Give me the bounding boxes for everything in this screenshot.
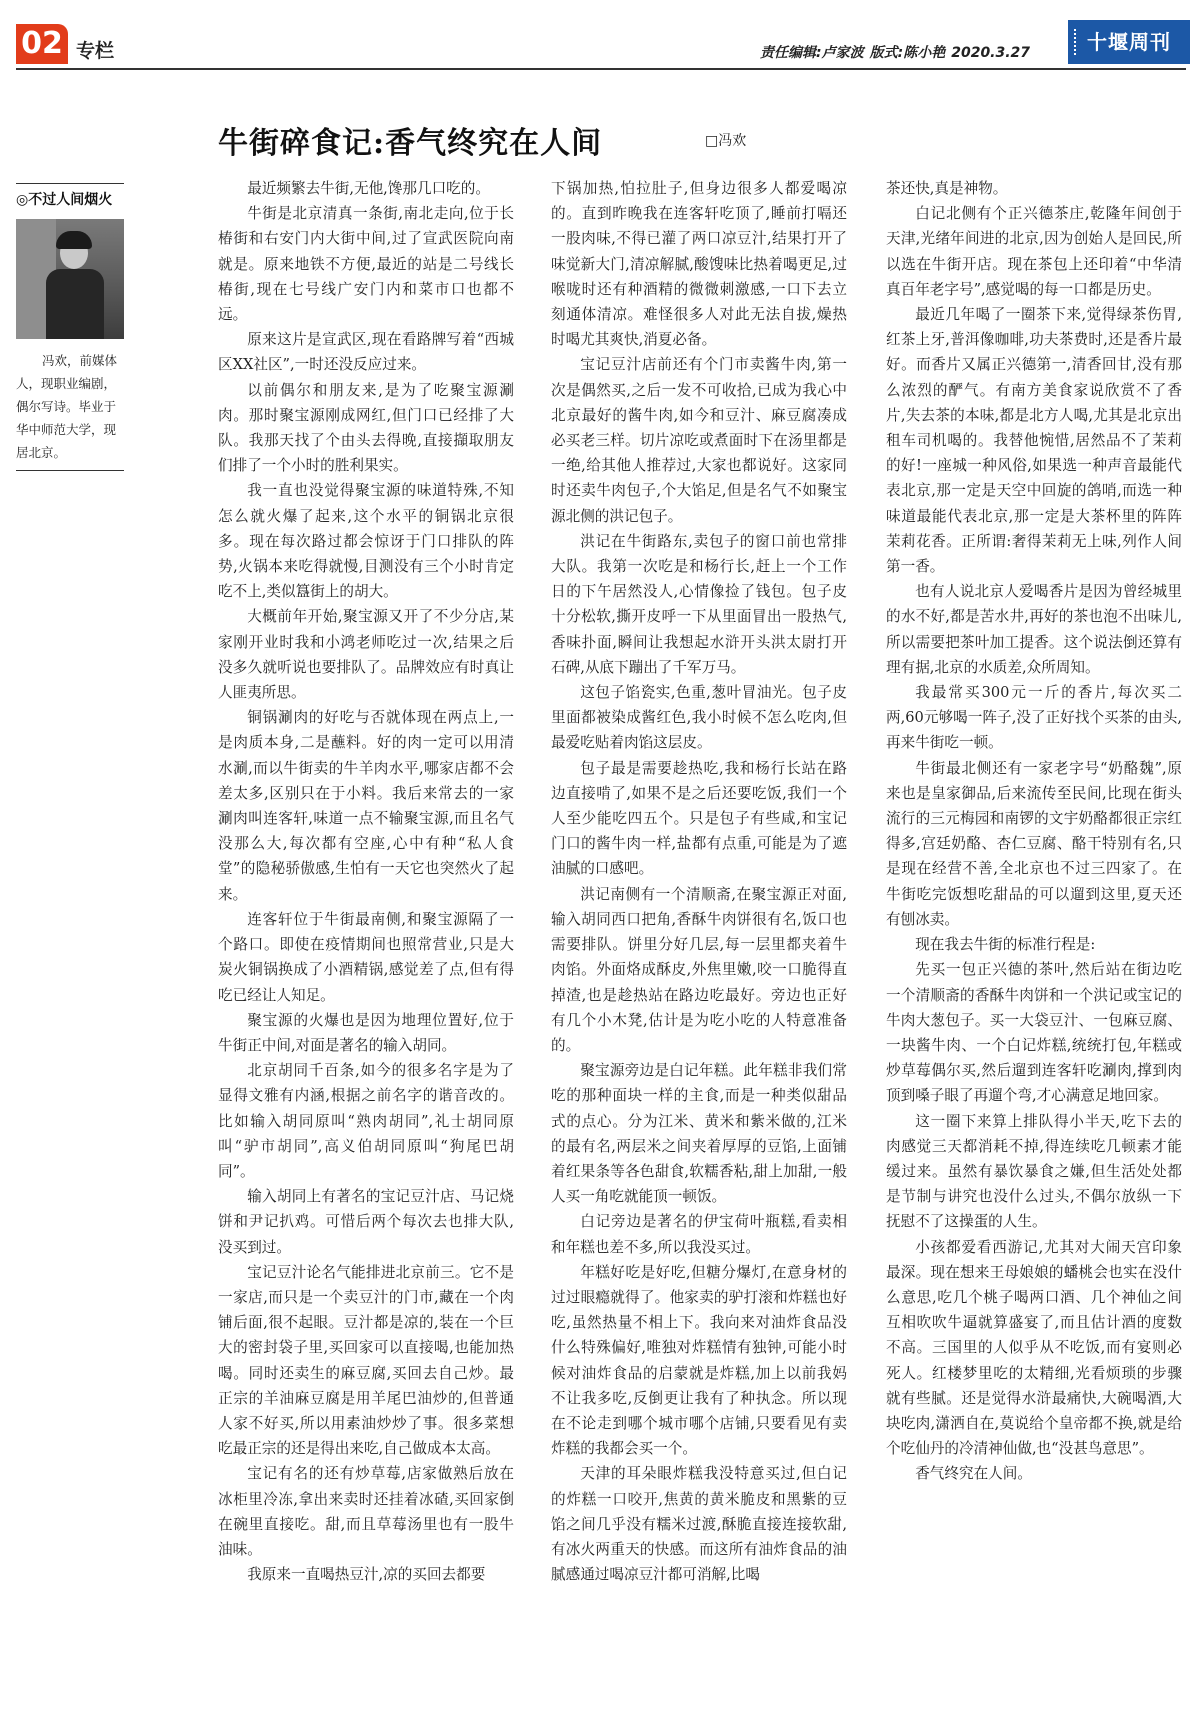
article-paragraph: 铜锅涮肉的好吃与否就体现在两点上,一是肉质本身,二是蘸料。好的肉一定可以用清水涮,而以牛街卖的牛羊肉水平,哪家店都不会差太多,区别只在于小料。我后来常去的一家涮肉叫连客轩,味道一点不输聚宝源,而且名气没那么大,每次都有空座,心中有种“私人食堂”的隐秘骄傲感,生怕有一天它也突然火了起来。 [218,709,514,903]
article-paragraph: 聚宝源的火爆也是因为地理位置好,位于牛街正中间,对面是著名的输入胡同。 [218,1011,514,1054]
article-paragraph: 先买一包正兴德的茶叶,然后站在街边吃一个清顺斋的香酥牛肉饼和一个洪记或宝记的牛肉大葱包子。买一大袋豆汁、一包麻豆腐、一块酱牛肉、一个白记炸糕,统统打包,年糕或炒草莓偶尔买,然后遛到连客轩吃涮肉,撑到肉顶到嗓子眼了再遛个弯,才心满意足地回家。 [886,961,1182,1105]
article-title: 牛街碎食记:香气终究在人间 [218,126,603,161]
credits [760,42,1036,62]
article-paragraph: 小孩都爱看西游记,尤其对大闹天宫印象最深。现在想来王母娘娘的蟠桃会也实在没什么意思,吃几个桃子喝两口酒、几个神仙之间互相吹吹牛逼就算盛宴了,而且估计酒的度数不高。三国里的人似乎从不吃饭,而有宴则必死人。红楼梦里吃的太精细,光看烦琐的步骤就有些腻。还是觉得水浒最痛快,大碗喝酒,大块吃肉,潇洒自在,莫说给个皇帝都不换,就是给个吃仙丹的冷清神仙做,也“没甚鸟意思”。 [886,1238,1182,1458]
article-paragraph: 大概前年开始,聚宝源又开了不少分店,某家刚开业时我和小鸿老师吃过一次,结果之后没多久就听说也要排队了。品牌效应有时真让人匪夷所思。 [218,608,514,702]
article-paragraph: 北京胡同千百条,如今的很多名字是为了显得文雅有内涵,根据之前名字的谐音改的。比如输入胡同原叫“熟肉胡同”,礼士胡同原叫“驴市胡同”,高义伯胡同原叫“狗尾巴胡同”。 [218,1062,514,1180]
page-number: 02 [16,24,68,64]
article-paragraph: 下锅加热,怕拉肚子,但身边很多人都爱喝凉的。直到昨晚我在连客轩吃顶了,睡前打嗝还一股肉味,不得已灌了两口凉豆汁,结果打开了味觉新大门,清凉解腻,酸馊味比热着喝更足,过喉咙时还有种酒精的微微刺激感,一口下去立刻通体清凉。难怪很多人对此无法自拔,燥热时喝尤其爽快,消夏必备。 [551,180,847,349]
article-paragraph: 白记旁边是著名的伊宝荷叶瓶糕,看卖相和年糕也差不多,所以我没买过。 [551,1213,847,1256]
article-paragraph: 牛街最北侧还有一家老字号“奶酪魏”,原来也是皇家御品,后来流传至民间,比现在街头流行的三元梅园和南锣的文宇奶酪都很正宗红得多,宫廷奶酪、杏仁豆腐、酪干特别有名,只是现在经营不善,全北京也不过三四家了。在牛街吃完饭想吃甜品的可以遛到这里,夏天还有刨冰卖。 [886,759,1182,928]
article-paragraph: 包子最是需要趁热吃,我和杨行长站在路边直接啃了,如果不是之后还要吃饭,我们一个人至少能吃四五个。只是包子有些咸,和宝记门口的酱牛肉一样,盐都有点重,可能是为了遮油腻的口感吧。 [551,759,847,878]
masthead-dots-icon [1074,29,1082,55]
page-header [0,0,1200,70]
article-paragraph: 现在我去牛街的标准行程是: [915,936,1096,954]
masthead-text: 十堰周刊 [1087,30,1171,54]
article-byline: □冯欢 [705,133,747,149]
article-paragraph: 输入胡同上有著名的宝记豆汁店、马记烧饼和尹记扒鸡。可惜后两个每次去也排大队,没买到过。 [218,1188,514,1256]
article-paragraph: 洪记在牛街路东,卖包子的窗口前也常排大队。我第一次吃是和杨行长,赶上一个工作日的下午居然没人,心情像捡了钱包。包子皮十分松软,撕开皮呼一下从里面冒出一股热气,香味扑面,瞬间让我想起水浒开头洪太尉打开石碑,从底下蹦出了千军万马。 [551,532,847,676]
header-rule [16,68,1186,70]
article-paragraph: 我一直也没觉得聚宝源的味道特殊,不知怎么就火爆了起来,这个水平的铜锅北京很多。现在每次路过都会惊讶于门口排队的阵势,火锅本来吃得就慢,目测没有三个小时肯定吃不上,类似簋街上的胡大。 [218,482,514,601]
article-paragraph: 我最常买300元一斤的香片,每次买二两,60元够喝一阵子,没了正好找个买茶的由头,再来牛街吃一顿。 [886,684,1182,752]
article-paragraph: 茶还快,真是神物。 [886,180,1008,197]
article-paragraph: 以前偶尔和朋友来,是为了吃聚宝源涮肉。那时聚宝源刚成网红,但门口已经排了大队。我那天找了个由头去得晚,直接擷取朋友们排了一个小时的胜利果实。 [218,381,514,475]
masthead [1068,20,1190,64]
sidebar-divider [16,470,124,471]
author-sidebar [16,183,124,471]
author-photo [16,219,124,339]
article-paragraph: 年糕好吃是好吃,但糖分爆灯,在意身材的过过眼瘾就得了。他家卖的驴打滚和炸糕也好吃,虽然热量不相上下。我向来对油炸食品没什么特殊偏好,唯独对炸糕情有独钟,可能小时候对油炸食品的启蒙就是炸糕,加上以前我妈不让我多吃,反倒更让我有了种执念。所以现在不论走到哪个城市哪个店铺,只要看见有卖炸糕的我都会买一个。 [551,1263,847,1458]
article-paragraph: 原来这片是宣武区,现在看路牌写着“西城区XX社区”,一时还没反应过来。 [218,331,514,374]
article-paragraph: 我原来一直喝热豆汁,凉的买回去都要 [247,1566,486,1584]
article-paragraph: 宝记豆汁店前还有个门市卖酱牛肉,第一次是偶然买,之后一发不可收拾,已成为我心中北京最好的酱牛肉,如今和豆汁、麻豆腐凑成必买老三样。切片凉吃或煮面时下在汤里都是一绝,给其他人推荐过,大家也都说好。这家同时还卖牛肉包子,个大馅足,但是名气不如聚宝源北侧的洪记包子。 [551,356,847,525]
article-paragraph: 白记北侧有个正兴德茶庄,乾隆年间创于天津,光绪年间进的北京,因为创始人是回民,所以选在牛街开店。现在茶包上还印着“中华清真百年老字号”,感觉喝的每一口都是历史。 [886,205,1182,298]
article-paragraph: 连客轩位于牛街最南侧,和聚宝源隔了一个路口。即使在疫情期间也照常营业,只是大炭火铜锅换成了小酒精锅,感觉差了点,但有得吃已经让人知足。 [218,910,514,1004]
article-paragraph: 香气终究在人间。 [915,1465,1032,1483]
issue-date: 2020.3.27 [951,45,1031,61]
article-paragraph: 天津的耳朵眼炸糕我没特意买过,但白记的炸糕一口咬开,焦黄的黄米脆皮和黑紫的豆馅之间几乎没有糯米过渡,酥脆直接连接软甜,有冰火两重天的快感。而这所有油炸食品的油腻感通过喝凉豆汁都可消解,比喝 [551,1465,847,1584]
article-paragraph: 牛街是北京清真一条街,南北走向,位于长椿街和右安门内大街中间,过了宣武医院向南就是。原来地铁不方便,最近的站是二号线长椿街,现在七号线广安门内和菜市口也都不远。 [218,205,514,324]
article-paragraph: 最近频繁去牛街,无他,馋那几口吃的。 [247,180,490,197]
article-column-3 [886,176,1182,1487]
article-paragraph: 聚宝源旁边是白记年糕。此年糕非我们常吃的那种面块一样的主食,而是一种类似甜品式的点心。分为江米、黄米和紫米做的,江米的最有名,两层米之间夹着厚厚的豆馅,上面铺着红果条等各色甜食,软糯香粘,甜上加甜,一般人买一角吃就能顶一顿饭。 [551,1062,847,1206]
layout-credit: 版式:陈小艳 [869,45,946,61]
article-paragraph: 宝记有名的还有炒草莓,店家做熟后放在冰柜里冷冻,拿出来卖时还挂着冰碴,买回家倒在碗里直接吃。甜,而且草莓汤里也有一股牛油味。 [218,1465,514,1558]
article-paragraph: 最近几年喝了一圈茶下来,觉得绿茶伤胃,红茶上牙,普洱像咖啡,功夫茶费时,还是香片最好。而香片又属正兴德第一,清香回甘,没有那么浓烈的酽气。有南方美食家说欣赏不了香片,失去茶的本味,都是北方人喝,尤其是北京出租车司机喝的。我替他惋惜,居然品不了茉莉的好!一座城一种风俗,如果选一种声音最能代表北京,那一定是天空中回旋的鸽哨,而选一种味道最能代表北京,那一定是大茶杯里的阵阵茉莉花香。正所谓:奢得茉莉无上味,列作人间第一香。 [886,306,1182,576]
article-paragraph: 也有人说北京人爱喝香片是因为曾经城里的水不好,都是苦水井,再好的茶也泡不出味儿,所以需要把茶叶加工提香。这个说法倒还算有理有据,北京的水质差,众所周知。 [886,583,1182,676]
article-column-1 [218,176,514,1587]
author-bio: 冯欢，前媒体人，现职业编剧，偶尔写诗。毕业于华中师范大学，现居北京。 [16,353,118,460]
article-paragraph: 洪记南侧有一个清顺斋,在聚宝源正对面,输入胡同西口把角,香酥牛肉饼很有名,饭口也需要排队。饼里分好几层,每一层里都夹着牛肉馅。外面烙成酥皮,外焦里嫩,咬一口脆得直掉渣,也是趁热站在路边吃最好。旁边也正好有几个小木凳,估计是为吃小吃的人特意准备的。 [551,885,847,1054]
article-column-2 [551,176,847,1587]
column-name: 专栏 [76,40,115,62]
editor-credit: 责任编辑:卢家波 [760,45,864,61]
sidebar-column-label: ◎不过人间烟火 [16,183,124,213]
article-paragraph: 宝记豆汁论名气能排进北京前三。它不是一家店,而只是一个卖豆汁的门市,藏在一个肉铺后面,很不起眼。豆汁都是凉的,装在一个巨大的密封袋子里,买回家可以直接喝,也能加热喝。同时还卖生的麻豆腐,买回去自己炒。最正宗的羊油麻豆腐是用羊尾巴油炒的,但普通人家不好买,所以用素油炒炒了事。很多菜想吃最正宗的还是得出来吃,自己做成本太高。 [218,1263,514,1458]
article-paragraph: 这一圈下来算上排队得小半天,吃下去的肉感觉三天都消耗不掉,得连续吃几顿素才能缓过来。虽然有暴饮暴食之嫌,但生活处处都是节制与讲究也没什么过头,不偶尔放纵一下抚慰不了这操蛋的人生。 [886,1112,1182,1231]
article-paragraph: 这包子馅瓷实,色重,葱叶冒油光。包子皮里面都被染成酱红色,我小时候不怎么吃肉,但最爱吃贴着肉馅这层皮。 [551,684,847,752]
